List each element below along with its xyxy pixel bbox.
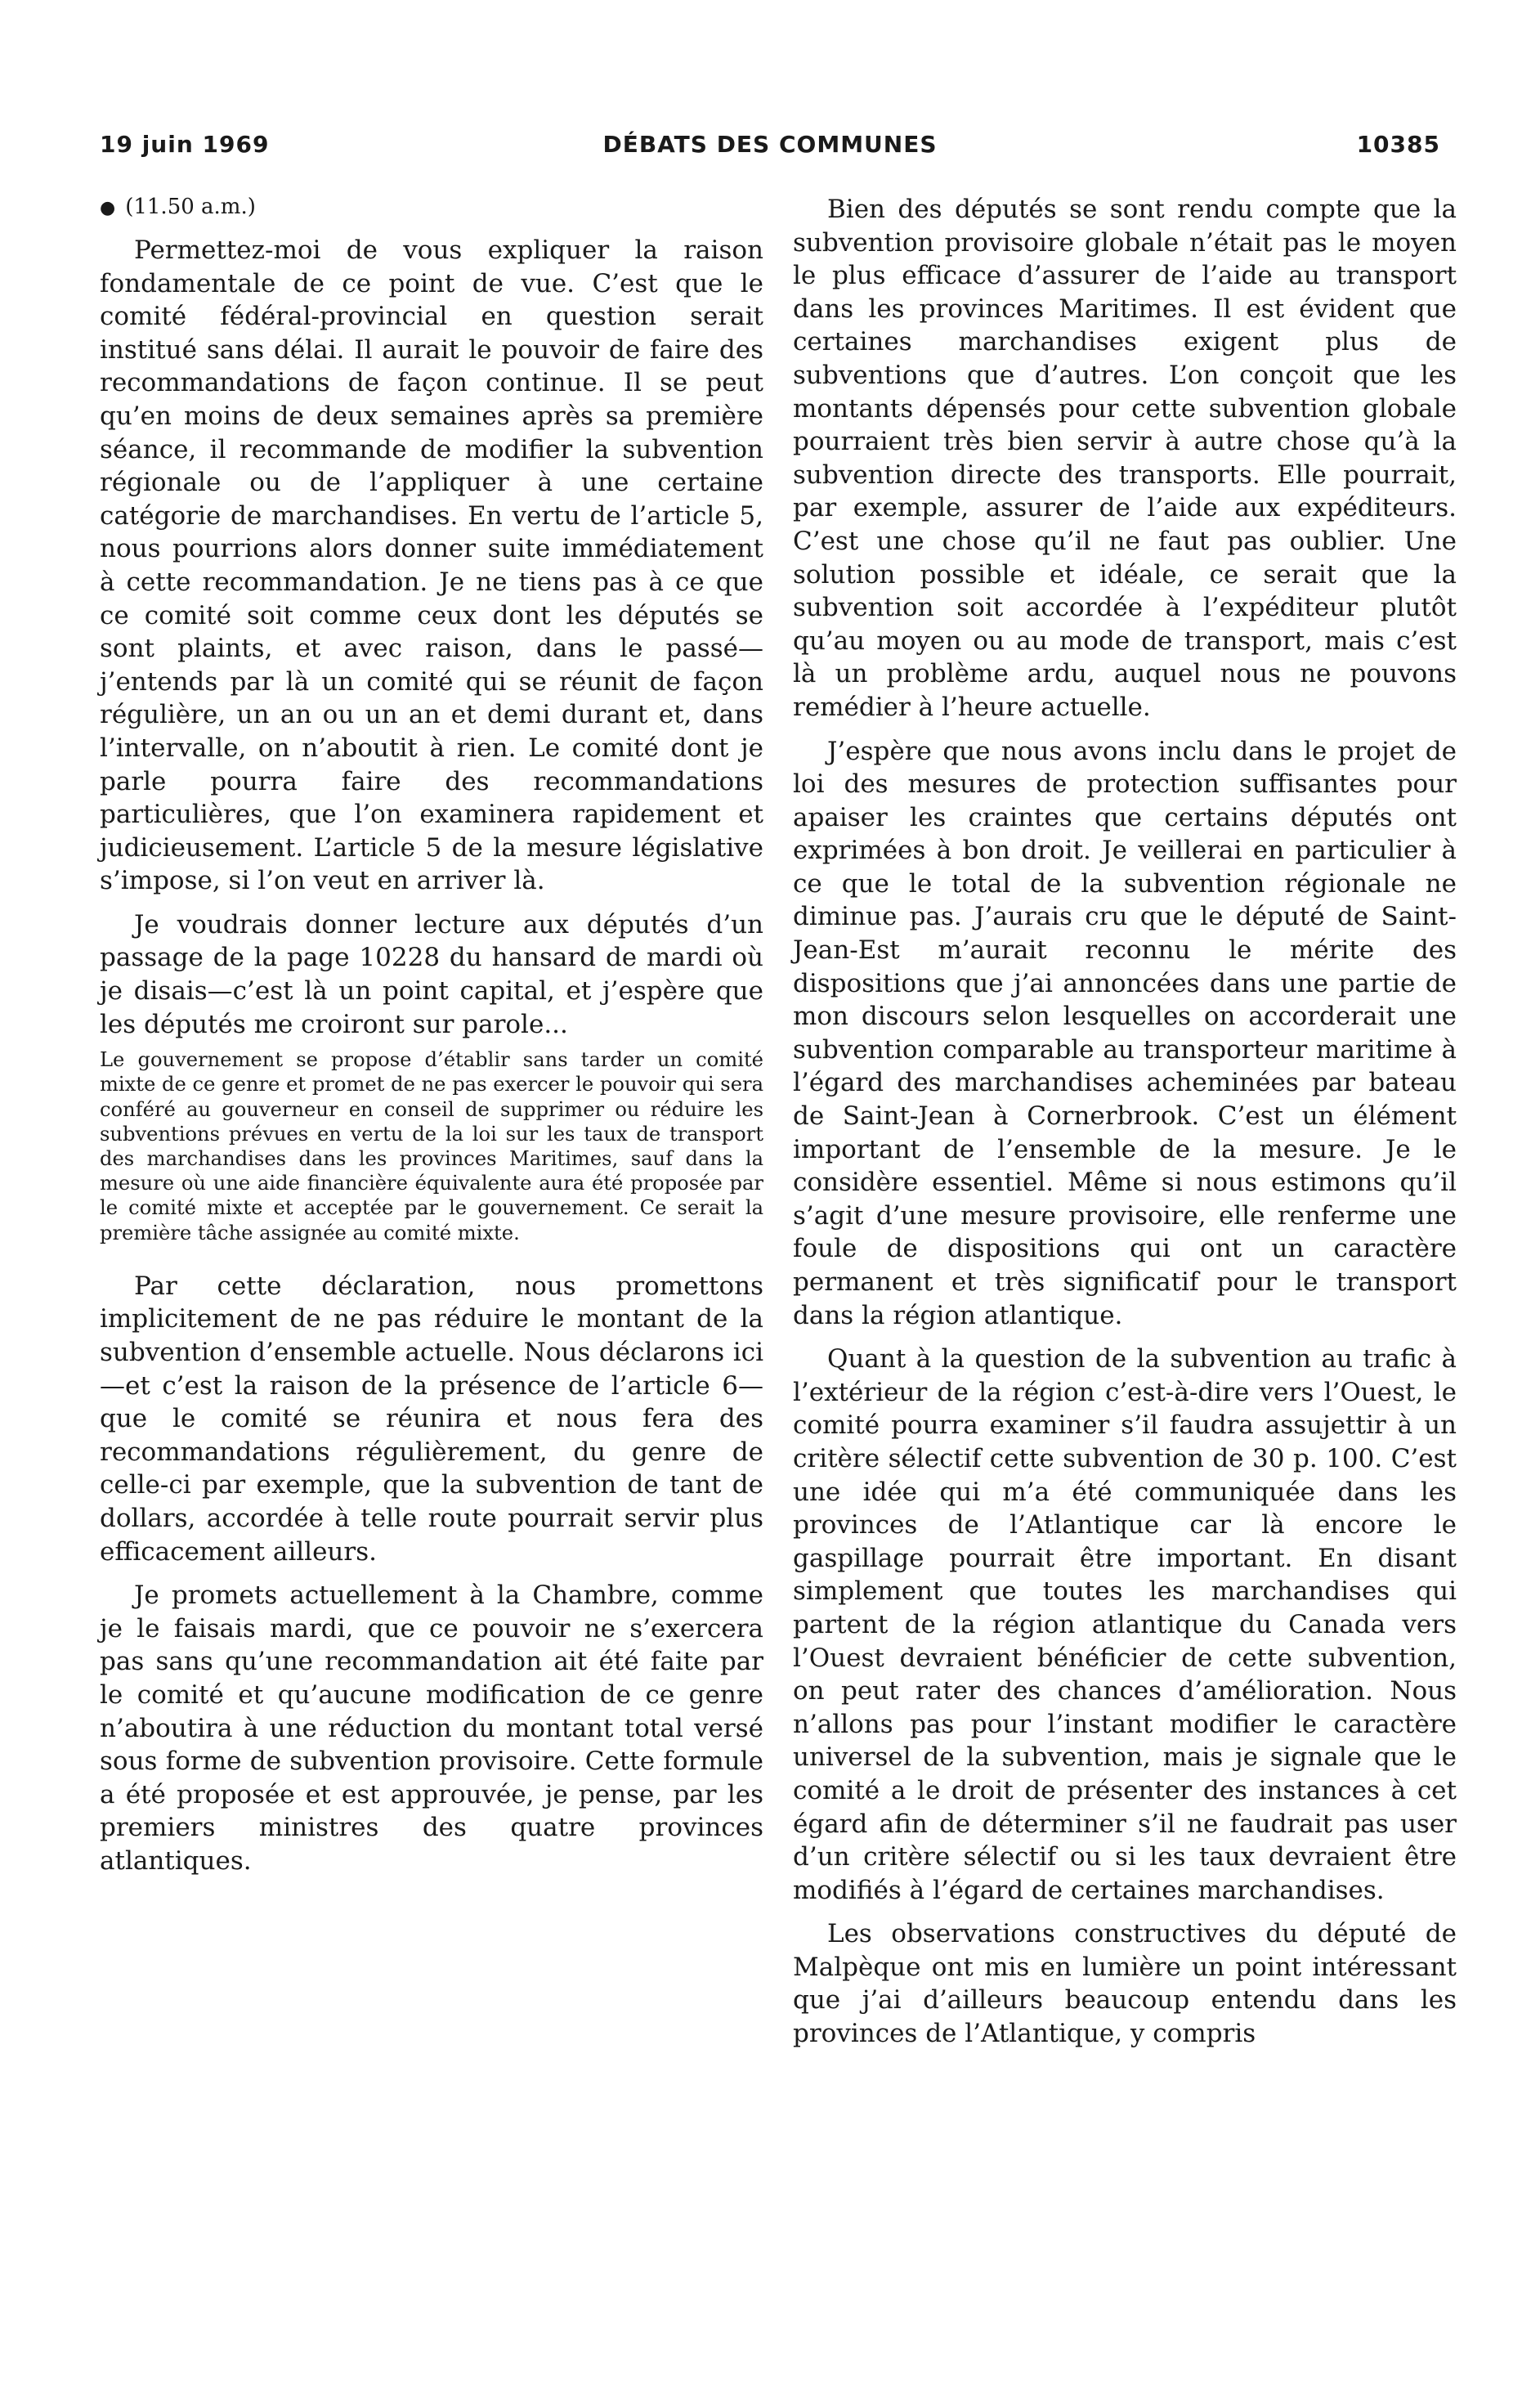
time-marker [100,193,763,222]
paragraph: J’espère que nous avons inclu dans le projet de loi des mesures de protection suffisantes pour apaiser les craintes que certains députés ont exprimées à bon droit. Je veillerai en particulier à ce que le total de la subvention régionale ne diminue pas. J’aurais cru que le député de Saint-Jean-Est m’aurait reconnu le mérite des dispositions que j’ai annoncées dans une partie de mon discours selon lesquelles on accorderait une subvention comparable au transporteur maritime à l’égard des marchandises acheminées par bateau de Saint-Jean à Cornerbrook. C’est un élément important de l’ensemble de la mesure. Je le considère essentiel. Même si nous estimons qu’il s’agit d’une mesure provisoire, elle renferme une foule de dispositions qui ont un caractère permanent et très significatif pour le transport dans la région atlantique. [793,736,1457,1330]
right-column [793,193,1457,2051]
header-page-number: 10385 [1356,131,1440,158]
paragraph: Bien des députés se sont rendu compte que la subvention provisoire globale n’était pas le moyen le plus efficace d’assurer de l’aide au transport dans les provinces Maritimes. Il est évident que certaines marchandises exigent plus de subventions que d’autres. L’on conçoit que les montants dépensés pour cette subvention globale pourraient très bien servir à autre chose qu’à la subvention directe des transports. Elle pourrait, par exemple, assurer de l’aide aux expéditeurs. C’est une chose qu’il ne faut pas oublier. Une solution possible et idéale, ce serait que la subvention soit accordée à l’expéditeur plutôt qu’au moyen ou au mode de transport, mais c’est là un problème ardu, auquel nous ne pouvons remédier à l’heure actuelle. [793,195,1457,722]
block-quote: Le gouvernement se propose d’établir sans tarder un comité mixte de ce genre et promet de ne pas exercer le pouvoir qui sera conféré au gouverneur en conseil de supprimer ou réduire les subventions prévues en vertu de la loi sur les taux de transport des marchandises dans les provinces Maritimes, sauf dans la mesure où une aide financière équivalente aura été proposée par le comité mixte et acceptée par le gouvernement. Ce serait la première tâche assignée au comité mixte. [100,1048,763,1244]
bullet-icon: ● [100,198,116,218]
left-column [100,193,763,1878]
paragraph: Permettez-moi de vous expliquer la raison fondamentale de ce point de vue. C’est que le comité fédéral-provincial en question serait institué sans délai. Il aurait le pouvoir de faire des recommandations de façon continue. Il se peut qu’en moins de deux semaines après sa première séance, il recommande de modifier la subvention régionale ou de l’appliquer à une certaine catégorie de marchandises. En vertu de l’article 5, nous pourrions alors donner suite immédiatement à cette recommandation. Je ne tiens pas à ce que ce comité soit comme ceux dont les députés se sont plaints, et avec raison, dans le passé—j’entends par là un comité qui se réunit de façon régulière, un an ou un an et demi durant et, dans l’intervalle, on n’aboutit à rien. Le comité dont je parle pourra faire des recommandations particulières, que l’on examinera rapidement et judicieusement. L’article 5 de la mesure législative s’impose, si l’on veut en arriver là. [100,235,763,896]
paragraph: Les observations constructives du député de Malpèque ont mis en lumière un point intéressant que j’ai d’ailleurs beaucoup entendu dans les provinces de l’Atlantique, y compris [793,1919,1457,2049]
paragraph: Je promets actuellement à la Chambre, comme je le faisais mardi, que ce pouvoir ne s’exercera pas sans qu’une recommandation ait été faite par le comité et qu’aucune modification de ce genre n’aboutira à une réduction du montant total versé sous forme de subvention provisoire. Cette formule a été proposée et est approuvée, je pense, par les premiers ministres des quatre provinces atlantiques. [100,1581,763,1876]
paragraph: Quant à la question de la subvention au trafic à l’extérieur de la région c’est-à-dire vers l’Ouest, le comité pourra examiner s’il faudra assujettir à un critère sélectif cette subvention de 30 p. 100. C’est une idée qui m’a été communiquée dans les provinces de l’Atlantique car là encore le gaspillage pourrait être important. En disant simplement que toutes les marchandises qui partent de la région atlantique du Canada vers l’Ouest devraient bénéficier de cette subvention, on peut rater des chances d’amélioration. Nous n’allons pas pour l’instant modifier le caractère universel de la subvention, mais je signale que le comité a le droit de présenter des instances à cet égard afin de déterminer s’il ne faudrait pas user d’un critère sélectif ou si les taux devraient être modifiés à l’égard de certaines marchandises. [793,1344,1457,1905]
header-title: DÉBATS DES COMMUNES [602,131,938,158]
header-date: 19 juin 1969 [100,131,270,158]
paragraph: Je voudrais donner lecture aux députés d’un passage de la page 10228 du hansard de mardi où je disais—c’est là un point capital, et j’espère que les députés me croiront sur parole... [100,909,763,1039]
time-marker-text: (11.50 a.m.) [125,195,256,219]
page-header [100,131,1440,172]
paragraph: Par cette déclaration, nous promettons implicitement de ne pas réduire le montant de la subvention d’ensemble actuelle. Nous déclarons ici—et c’est la raison de la présence de l’article 6—que le comité se réunira et nous fera des recommandations régulièrement, du genre de celle-ci par exemple, que la subvention de tant de dollars, accordée à telle route pourrait servir plus efficacement ailleurs. [100,1271,763,1567]
